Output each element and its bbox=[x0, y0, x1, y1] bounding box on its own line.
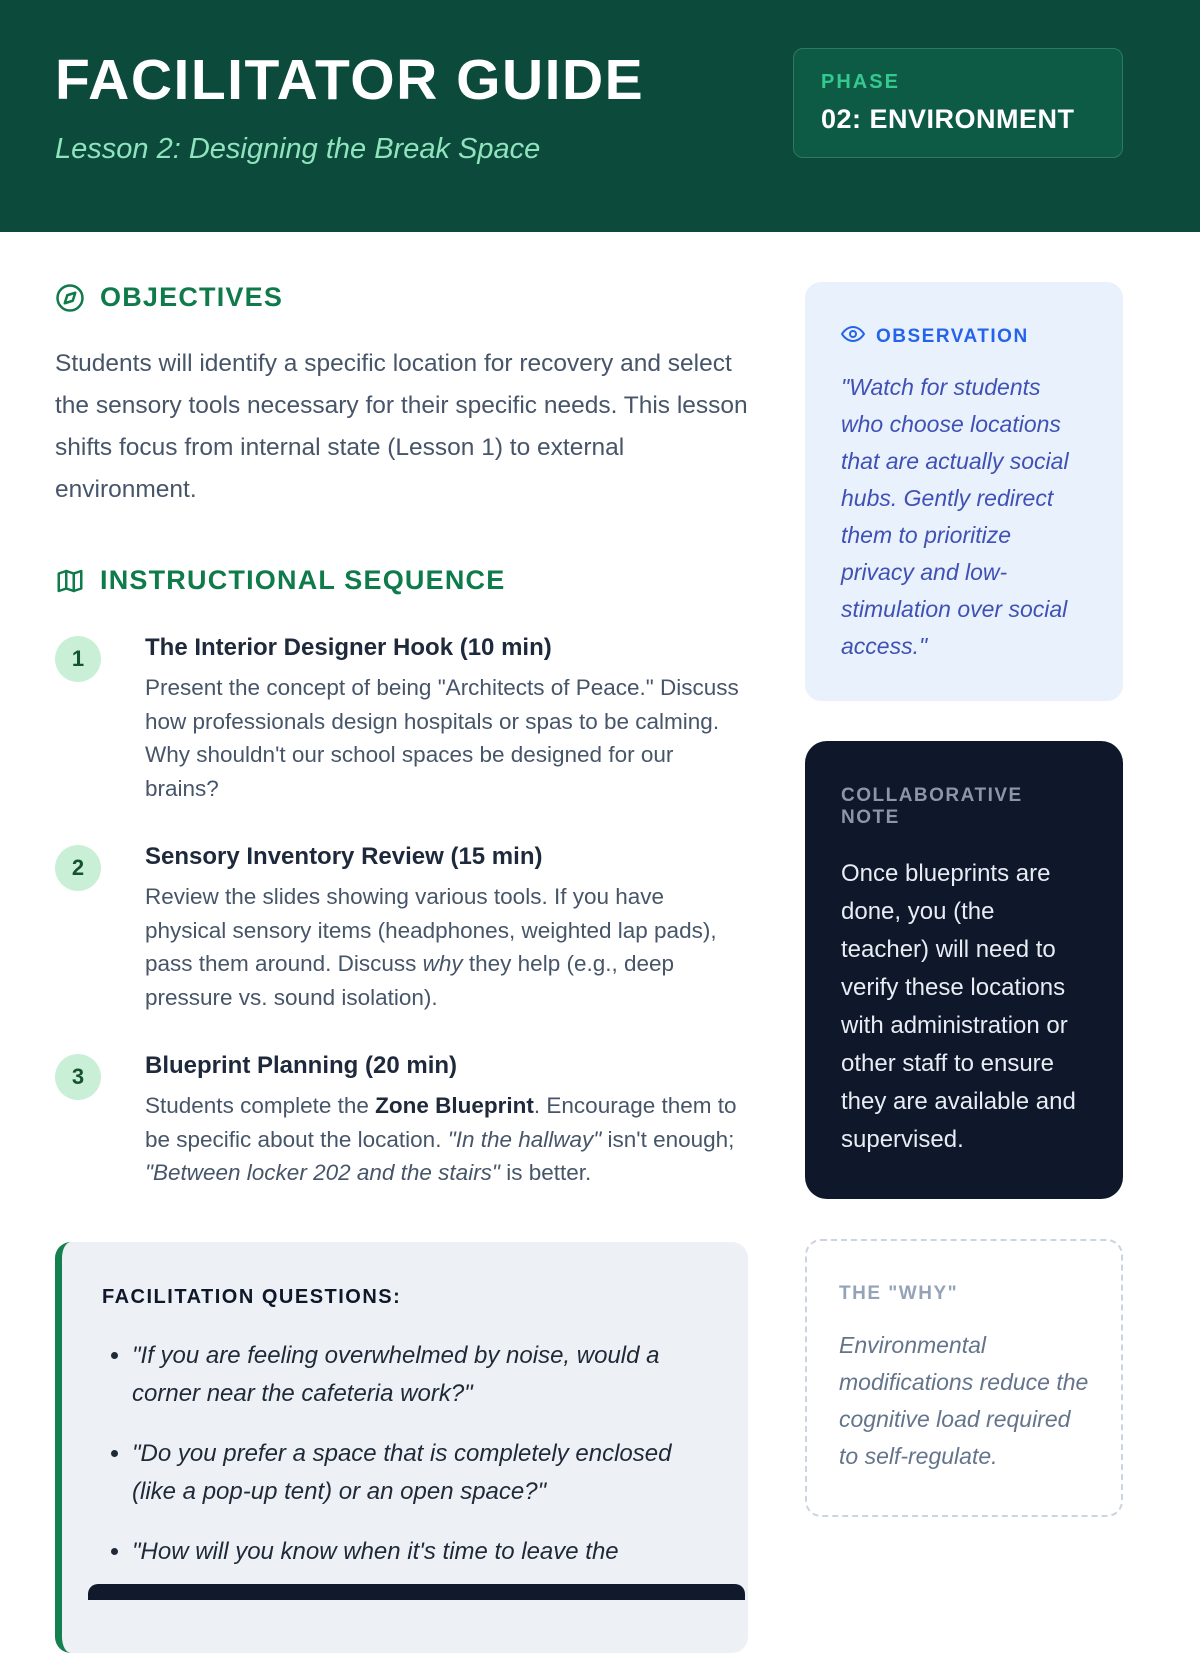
step-body bbox=[145, 880, 748, 1014]
observation-label: OBSERVATION bbox=[876, 325, 1029, 347]
facilitation-question: • "If you are feeling overwhelmed by noise, would a corner near the cafeteria work?" bbox=[132, 1337, 708, 1413]
collaborative-note-label: COLLABORATIVE NOTE bbox=[841, 785, 1023, 828]
left-column bbox=[55, 282, 748, 1653]
step-body-emphasis: "Between locker 202 and the stairs" bbox=[145, 1160, 500, 1185]
step-body-text: Students complete the bbox=[145, 1093, 376, 1118]
step-body-text: . Encourage them to be specific about the location. bbox=[145, 1093, 737, 1152]
step-body-bold: Zone Blueprint bbox=[375, 1093, 534, 1118]
collaborative-note-card bbox=[805, 741, 1123, 1199]
objectives-heading-row bbox=[55, 282, 748, 313]
the-why-label: THE "WHY" bbox=[839, 1283, 959, 1304]
step-body-emphasis: why bbox=[422, 951, 463, 976]
sequence-heading-row bbox=[55, 565, 748, 596]
step-body bbox=[145, 1089, 748, 1190]
the-why-body: Environmental modifications reduce the cognitive load required to self-regulate. bbox=[839, 1332, 1089, 1469]
phase-box bbox=[793, 48, 1123, 158]
step-title: The Interior Designer Hook (10 min) bbox=[145, 634, 552, 661]
page-header bbox=[0, 0, 1200, 232]
step-body: Present the concept of being "Architects of Peace." Discuss how professionals design hospitals or spas to be calming. Why shouldn't our school spaces be designed for our brains? bbox=[145, 675, 739, 801]
step-content bbox=[145, 1052, 748, 1190]
observation-body: "Watch for students who choose locations that are actually social hubs. Gently redirect them to prioritize privacy and low-stimulation over social access." bbox=[841, 374, 1069, 659]
facilitation-question: • "Do you prefer a space that is completely enclosed (like a pop-up tent) or an open space?" bbox=[132, 1435, 708, 1511]
step-number-badge: 1 bbox=[55, 636, 101, 682]
phase-label: PHASE bbox=[821, 71, 900, 93]
sequence-heading: INSTRUCTIONAL SEQUENCE bbox=[100, 565, 506, 595]
main-content bbox=[0, 232, 1200, 1653]
collaborative-note-body: Once blueprints are done, you (the teacher) will need to verify these locations with administration or other staff to ensure they are available and supervised. bbox=[841, 860, 1076, 1153]
cutoff-next-card bbox=[88, 1584, 745, 1600]
step-content bbox=[145, 634, 748, 805]
the-why-card bbox=[805, 1239, 1123, 1517]
page-title: FACILITATOR GUIDE bbox=[55, 48, 645, 112]
step-number-badge: 2 bbox=[55, 845, 101, 891]
step-title: Blueprint Planning (20 min) bbox=[145, 1052, 458, 1079]
step-body-text: Review the slides showing various tools. If you have physical sensory items (headphones, weighted lap pads), pass them around. Discuss bbox=[145, 884, 717, 976]
sequence-step-3 bbox=[55, 1052, 748, 1190]
step-title: Sensory Inventory Review (15 min) bbox=[145, 843, 543, 870]
map-icon bbox=[55, 566, 85, 596]
page-subtitle: Lesson 2: Designing the Break Space bbox=[55, 133, 541, 165]
observation-card bbox=[805, 282, 1123, 701]
step-body-emphasis: "In the hallway" bbox=[447, 1126, 602, 1152]
facilitation-heading: FACILITATION QUESTIONS: bbox=[102, 1285, 402, 1308]
step-body-text: is better. bbox=[499, 1160, 592, 1185]
sequence-step-2 bbox=[55, 843, 748, 1014]
sequence-step-1 bbox=[55, 634, 748, 805]
phase-value: 02: ENVIRONMENT bbox=[821, 104, 1075, 134]
objectives-body: Students will identify a specific location for recovery and select the sensory tools necessary for their specific needs. This lesson shifts focus from internal state (Lesson 1) to external environment. bbox=[55, 350, 748, 503]
eye-icon bbox=[841, 322, 865, 351]
step-body-text: isn't enough; bbox=[601, 1126, 735, 1152]
step-content bbox=[145, 843, 748, 1014]
header-title-block bbox=[55, 48, 645, 166]
observation-label-row bbox=[841, 322, 1087, 351]
sidebar bbox=[805, 282, 1123, 1517]
objectives-heading: OBJECTIVES bbox=[100, 282, 284, 312]
compass-icon bbox=[55, 283, 85, 313]
step-body-text: they help (e.g., deep pressure vs. sound isolation). bbox=[145, 951, 675, 1010]
facilitation-question-list bbox=[102, 1337, 708, 1571]
facilitation-question: • "How will you know when it's time to leave the bbox=[132, 1533, 708, 1571]
step-number-badge: 3 bbox=[55, 1054, 101, 1100]
